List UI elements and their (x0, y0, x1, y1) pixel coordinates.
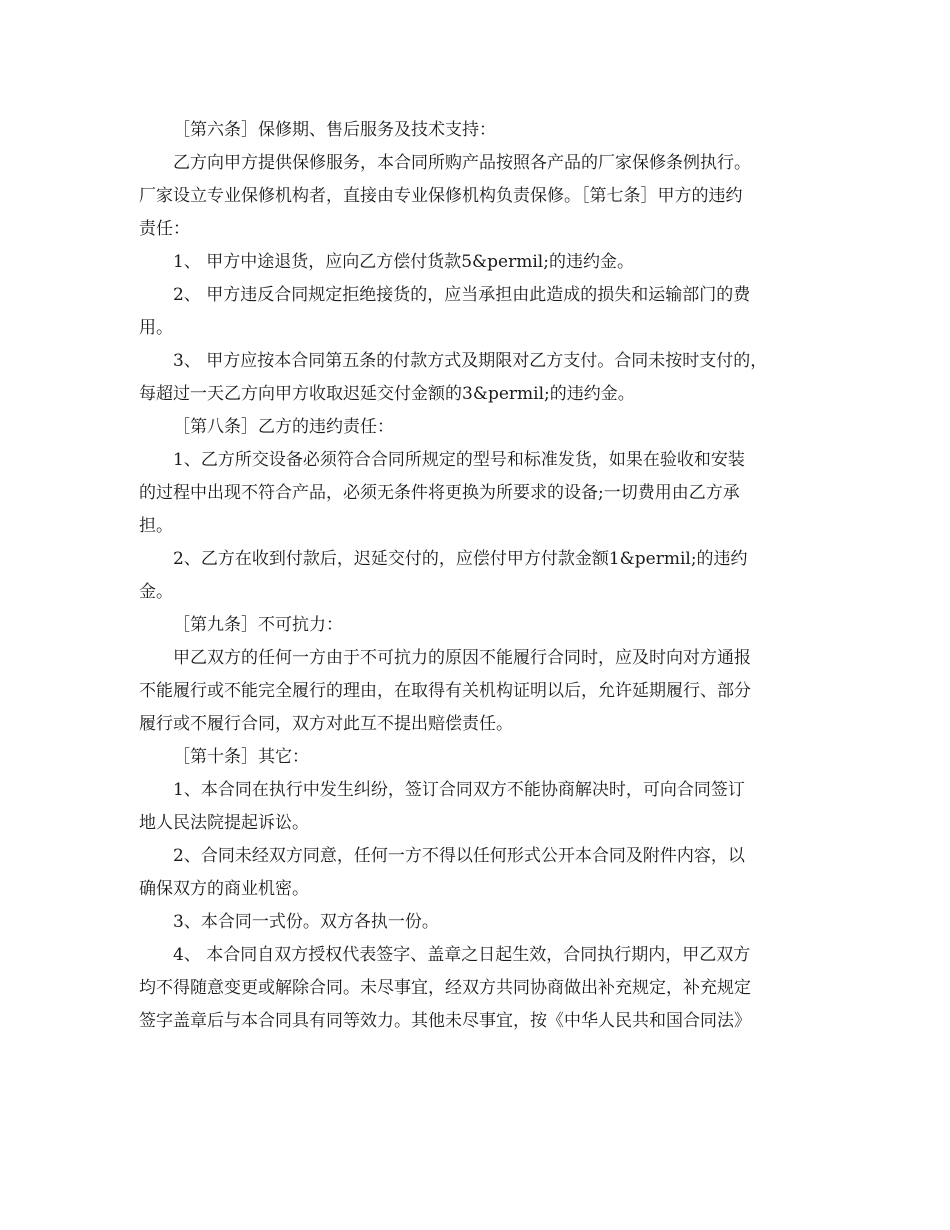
clause-10-heading: ［第十条］其它： (173, 747, 309, 767)
text-line: 的过程中出现不符合产品，必须无条件将更换为所要求的设备;一切费用由乙方承 (139, 483, 740, 503)
text-line: 责任： (139, 219, 190, 239)
text-line: 2、乙方在收到付款后，迟延交付的，应偿付甲方付款金额1&permil;的违约 (173, 549, 748, 569)
text-line: 乙方向甲方提供保修服务，本合同所购产品按照各产品的厂家保修条例执行。 (173, 153, 751, 173)
clause-6-heading: ［第六条］保修期、售后服务及技术支持： (173, 120, 496, 140)
text-line: 每超过一天乙方向甲方收取迟延交付金额的3&permil;的违约金。 (139, 384, 635, 404)
text-line: 3、 甲方应按本合同第五条的付款方式及期限对乙方支付。合同未按时支付的， (173, 351, 768, 371)
text-line: 签字盖章后与本合同具有同等效力。其他未尽事宜，按《中华人民共和国合同法》 (139, 1011, 751, 1031)
text-line: 不能履行或不能完全履行的理由，在取得有关机构证明以后，允许延期履行、部分 (139, 681, 751, 701)
text-line: 甲乙双方的任何一方由于不可抗力的原因不能履行合同时，应及时向对方通报 (173, 648, 751, 668)
text-line: 2、合同未经双方同意，任何一方不得以任何形式公开本合同及附件内容，以 (173, 846, 745, 866)
text-line: 厂家设立专业保修机构者，直接由专业保修机构负责保修。［第七条］甲方的违约 (139, 186, 743, 206)
text-line: 1、本合同在执行中发生纠纷，签订合同双方不能协商解决时，可向合同签订 (173, 780, 745, 800)
text-line: 2、 甲方违反合同规定拒绝接货的，应当承担由此造成的损失和运输部门的费 (173, 285, 751, 305)
text-line: 金。 (139, 582, 173, 602)
text-line: 均不得随意变更或解除合同。未尽事宜，经双方共同协商做出补充规定，补充规定 (139, 978, 751, 998)
text-line: 履行或不履行合同，双方对此互不提出赔偿责任。 (139, 714, 513, 734)
text-line: 担。 (139, 516, 173, 536)
text-line: 1、 甲方中途退货，应向乙方偿付货款5&permil;的违约金。 (173, 252, 634, 272)
text-line: 1、乙方所交设备必须符合合同所规定的型号和标准发货，如果在验收和安装 (173, 450, 745, 470)
document-body (139, 114, 819, 1038)
text-line: 3、本合同一式份。双方各执一份。 (173, 912, 439, 932)
text-line: 确保双方的商业机密。 (139, 879, 309, 899)
text-line: 地人民法院提起诉讼。 (139, 813, 309, 833)
text-line: 4、 本合同自双方授权代表签字、盖章之日起生效，合同执行期内，甲乙双方 (173, 945, 751, 965)
text-line: 用。 (139, 318, 173, 338)
clause-9-heading: ［第九条］不可抗力： (173, 615, 343, 635)
clause-8-heading: ［第八条］乙方的违约责任： (173, 417, 394, 437)
